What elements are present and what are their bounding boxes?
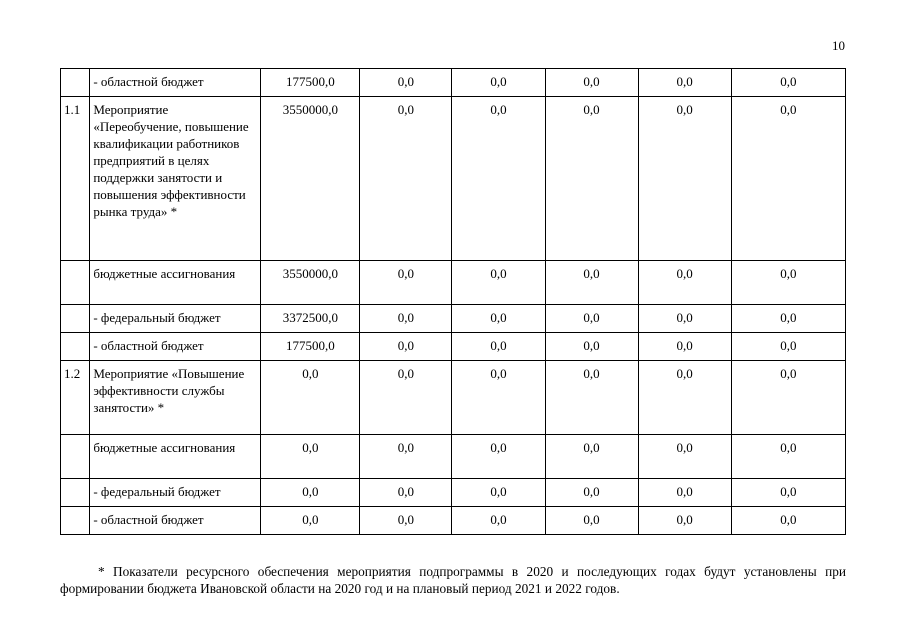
row-name-cell: Мероприятие «Повышение эффективности службы занятости» * [90,361,261,435]
row-name-cell: - областной бюджет [90,507,261,535]
row-number-cell [61,261,90,305]
row-year-value-cell: 0,0 [638,435,731,479]
row-number-cell: 1.1 [61,97,90,261]
row-total-cell: 177500,0 [261,69,360,97]
row-name-cell: - федеральный бюджет [90,479,261,507]
row-name-cell: бюджетные ассигнования [90,261,261,305]
row-year-value-cell: 0,0 [545,479,638,507]
row-number-cell [61,305,90,333]
row-total-cell: 0,0 [261,361,360,435]
footnote: * Показатели ресурсного обеспечения мероприятия подпрограммы в 2020 и последующих годах будут установлены при формировании бюджета Ивановской области на 2020 год и на плановый период 2021 и 2022 годов. [60,564,846,596]
row-total-cell: 0,0 [261,435,360,479]
row-year-value-cell: 0,0 [731,333,845,361]
row-year-value-cell: 0,0 [545,435,638,479]
row-year-value-cell: 0,0 [545,507,638,535]
row-total-cell: 3372500,0 [261,305,360,333]
table-row [61,507,846,535]
row-year-value-cell: 0,0 [545,97,638,261]
row-year-value-cell: 0,0 [452,435,545,479]
row-total-cell: 0,0 [261,479,360,507]
row-total-cell: 177500,0 [261,333,360,361]
budget-table-body [61,69,846,535]
row-year-value-cell: 0,0 [731,435,845,479]
row-year-value-cell: 0,0 [731,479,845,507]
row-number-cell [61,435,90,479]
row-number-cell [61,507,90,535]
row-number-cell [61,479,90,507]
row-year-value-cell: 0,0 [545,305,638,333]
row-year-value-cell: 0,0 [360,361,452,435]
row-year-value-cell: 0,0 [731,97,845,261]
row-year-value-cell: 0,0 [638,479,731,507]
row-year-value-cell: 0,0 [545,361,638,435]
table-row [61,435,846,479]
row-year-value-cell: 0,0 [360,97,452,261]
table-row [61,305,846,333]
budget-table [60,68,846,535]
row-total-cell: 3550000,0 [261,261,360,305]
row-year-value-cell: 0,0 [638,507,731,535]
table-row [61,69,846,97]
row-name-cell: Мероприятие «Переобучение, повышение квалификации работников предприятий в целях поддержки занятости и повышения эффективности рынка труда» * [90,97,261,261]
row-year-value-cell: 0,0 [638,97,731,261]
row-year-value-cell: 0,0 [360,435,452,479]
row-year-value-cell: 0,0 [638,305,731,333]
row-year-value-cell: 0,0 [452,479,545,507]
row-year-value-cell: 0,0 [731,305,845,333]
row-year-value-cell: 0,0 [731,507,845,535]
row-year-value-cell: 0,0 [452,261,545,305]
row-year-value-cell: 0,0 [360,261,452,305]
row-year-value-cell: 0,0 [545,261,638,305]
row-year-value-cell: 0,0 [360,305,452,333]
row-year-value-cell: 0,0 [731,361,845,435]
row-year-value-cell: 0,0 [452,69,545,97]
table-row [61,479,846,507]
row-name-cell: - федеральный бюджет [90,305,261,333]
row-year-value-cell: 0,0 [452,361,545,435]
row-year-value-cell: 0,0 [452,305,545,333]
row-year-value-cell: 0,0 [360,333,452,361]
table-row [61,361,846,435]
row-year-value-cell: 0,0 [452,97,545,261]
row-number-cell [61,333,90,361]
row-year-value-cell: 0,0 [452,333,545,361]
row-name-cell: - областной бюджет [90,69,261,97]
row-total-cell: 0,0 [261,507,360,535]
table-row [61,97,846,261]
row-year-value-cell: 0,0 [638,69,731,97]
row-year-value-cell: 0,0 [638,361,731,435]
row-year-value-cell: 0,0 [360,479,452,507]
row-year-value-cell: 0,0 [545,69,638,97]
row-total-cell: 3550000,0 [261,97,360,261]
row-year-value-cell: 0,0 [638,261,731,305]
row-number-cell: 1.2 [61,361,90,435]
row-year-value-cell: 0,0 [452,507,545,535]
row-year-value-cell: 0,0 [731,261,845,305]
page-number: 10 [832,38,845,53]
row-year-value-cell: 0,0 [360,507,452,535]
row-year-value-cell: 0,0 [545,333,638,361]
table-row [61,333,846,361]
row-year-value-cell: 0,0 [731,69,845,97]
table-row [61,261,846,305]
row-name-cell: - областной бюджет [90,333,261,361]
row-number-cell [61,69,90,97]
row-year-value-cell: 0,0 [360,69,452,97]
row-name-cell: бюджетные ассигнования [90,435,261,479]
row-year-value-cell: 0,0 [638,333,731,361]
